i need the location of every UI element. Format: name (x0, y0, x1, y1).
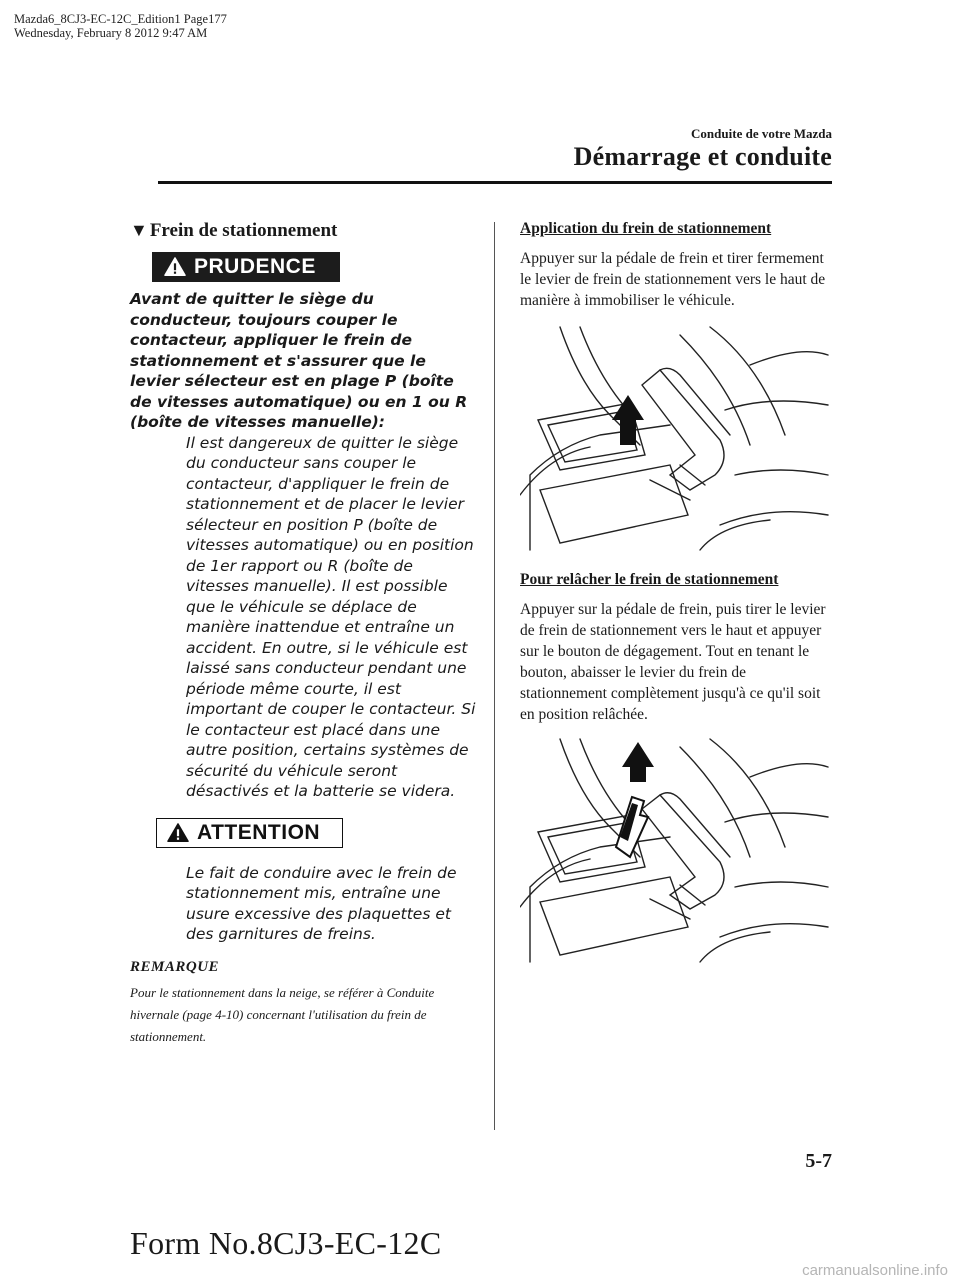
subsection-title (130, 220, 478, 242)
release-brake-text: Appuyer sur la pédale de frein, puis tirer le levier de frein de stationnement vers le haut et appuyer sur le bouton de dégagement. Tout en tenant le bouton, abaisser le levier du frein de stationnement complètement jusqu'à ce qu'il soit en position relâchée. (520, 601, 826, 723)
header-rule (158, 181, 832, 184)
form-number: Form No.8CJ3-EC-12C (130, 1225, 442, 1261)
caution-lead-text: Avant de quitter le siège du conducteur, toujours couper le contacteur, appliquer le frein de stationnement et s'assurer que le levier sélecteur est en plage P (boîte de vitesses automatique) ou en 1 ou R (boîte de vitesses manuelle): (130, 290, 468, 431)
column-divider (494, 222, 495, 1130)
parking-brake-release-illustration (520, 737, 830, 965)
attention-badge-wrap (130, 818, 478, 849)
caution-badge (152, 252, 340, 282)
remark-title: REMARQUE (130, 958, 220, 975)
apply-brake-text: Appuyer sur la pédale de frein et tirer fermement le levier de frein de stationnement vers le haut de manière à immobiliser le véhicule. (520, 250, 826, 309)
print-metadata-line2: Wednesday, February 8 2012 9:47 AM (14, 26, 208, 40)
apply-brake-heading: Application du frein de stationnement (520, 220, 772, 237)
chapter-title: Conduite de votre Mazda (691, 126, 832, 141)
subsection-title-text: Frein de stationnement (149, 220, 338, 241)
section-title: Démarrage et conduite (573, 142, 832, 171)
remark-body-text: Pour le stationnement dans la neige, se référer à Conduite hivernale (page 4-10) concernant l'utilisation du frein de stationnement. (130, 984, 435, 1044)
page-number: 5-7 (805, 1150, 832, 1172)
caution-badge-wrap (130, 252, 478, 283)
print-metadata-line1: Mazda6_8CJ3-EC-12C_Edition1 Page177 (14, 12, 227, 26)
attention-label: ATTENTION (197, 820, 321, 844)
release-brake-heading: Pour relâcher le frein de stationnement (520, 571, 779, 588)
left-column (130, 220, 478, 1048)
right-column (520, 220, 832, 965)
triangle-bullet-icon: ▼ (130, 220, 148, 240)
caution-label: PRUDENCE (194, 255, 316, 278)
caution-body-text: Il est dangereux de quitter le siège du conducteur sans couper le contacteur, d'appliquer le frein de stationnement et de placer le levier sélecteur en position P (boîte de vitesses automatique) ou en position de 1er rapport ou R (boîte de vitesses manuelle). Il est possible que le véhicule se déplace de manière inattendue et entraîne un accident. En outre, si le véhicule est laissé sans conducteur pendant une période même courte, il est important de couper le contacteur. Si le contacteur est placé dans une autre position, certains systèmes de sécurité du véhicule seront désactivés et la batterie se videra. (186, 433, 476, 800)
parking-brake-apply-illustration (520, 325, 830, 557)
print-metadata (14, 12, 227, 40)
warning-triangle-icon (164, 256, 186, 278)
warning-triangle-icon (167, 822, 189, 844)
attention-body-text: Le fait de conduire avec le frein de stationnement mis, entraîne une usure excessive des plaquettes et des garnitures de freins. (186, 863, 457, 943)
watermark: carmanualsonline.info (802, 1262, 948, 1279)
attention-badge (156, 818, 343, 848)
